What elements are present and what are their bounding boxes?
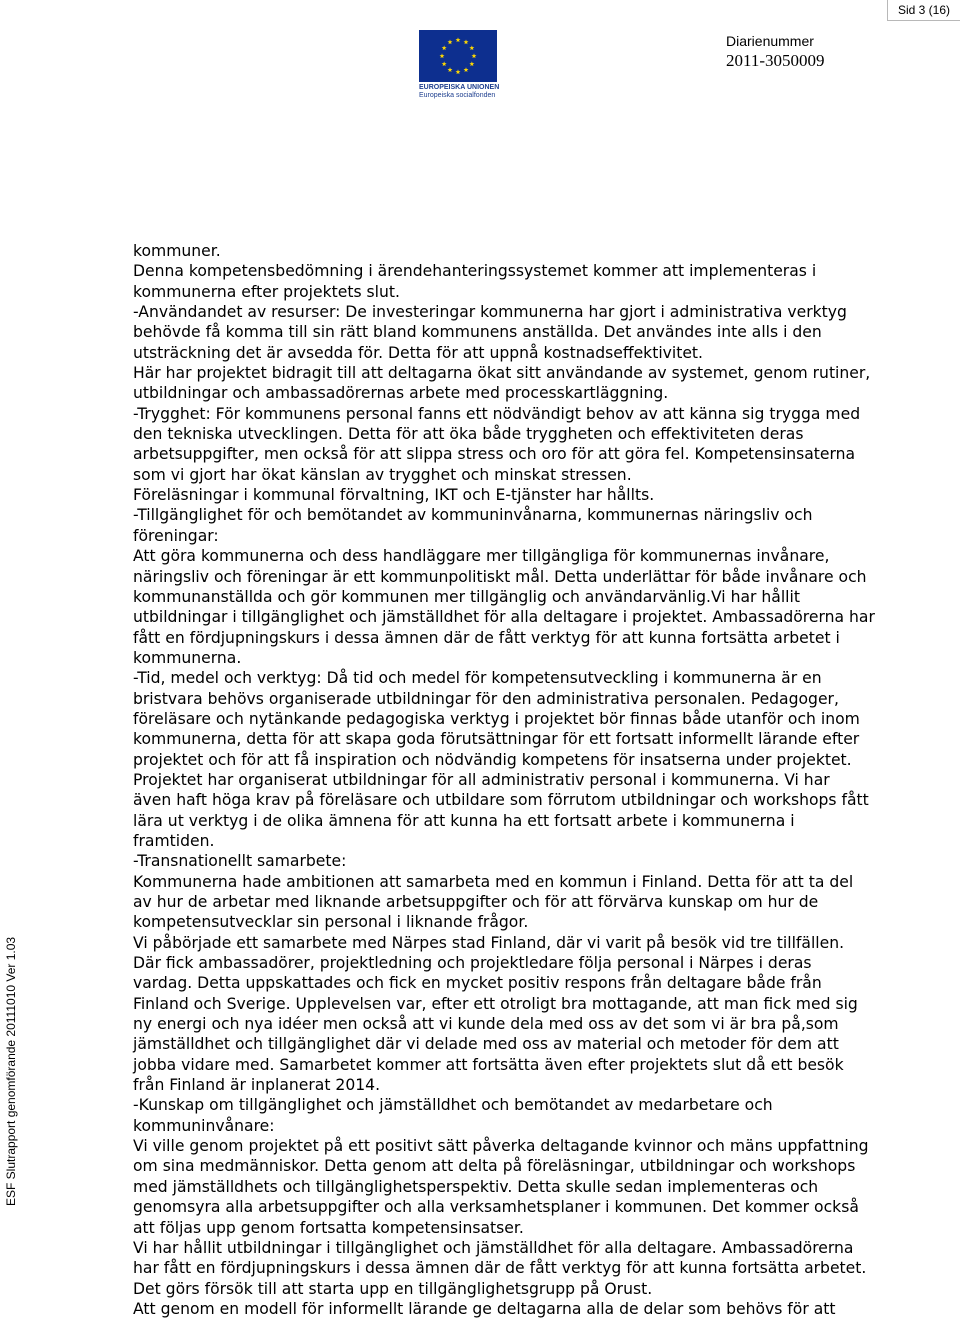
text-line: utbildningar i tillgänglighet och jämställdhet för alla deltagare i projektet. Ambassadörerna har — [133, 608, 875, 627]
page-number: Sid 3 (16) — [887, 0, 960, 21]
text-line: föreningar: — [133, 526, 219, 545]
text-line: även haft höga krav på föreläsare och utbildare som förrutom utbildningar och workshops fått — [133, 791, 869, 810]
text-line: Att genom en modell för informellt lärande ge deltagarna alla de delar som behövs för att — [133, 1299, 836, 1318]
eu-flag-icon — [419, 30, 497, 82]
text-line: utbildningar och ambassadörernas arbete med processkartläggning. — [133, 384, 669, 403]
text-line: arbetsuppgifter, men också för att slippa stress och oro för att göra fel. Kompetensinsaterna — [133, 445, 856, 464]
text-line: att följas upp genom fortsatta kompetensinsatser. — [133, 1218, 524, 1237]
text-line: från Finland är inplanerat 2014. — [133, 1076, 381, 1095]
text-line: jämställdhet och tillgänglighet där vi delade med oss av material och metoder för dem att — [133, 1035, 839, 1054]
text-line: -Kunskap om tillgänglighet och jämställdhet och bemötandet av medarbetare och — [133, 1096, 773, 1115]
text-line: föreläsare och nytänkande pedagogiska verktyg i projektet bör finnas både utanför och inom — [133, 709, 860, 728]
text-line: Vi påbörjade ett samarbete med Närpes stad Finland, där vi varit på besök vid tre tillfällen. — [133, 933, 845, 952]
text-line: kommunanställda och gör kommunen mer tillgänglig och användarvänlig.Vi har hållit — [133, 587, 800, 606]
text-line: Projektet har organiserat utbildningar för all administrativ personal i kommunerna. Vi har — [133, 770, 830, 789]
text-line: framtiden. — [133, 831, 215, 850]
text-line: jobba vidare med. Samarbetet kommer att fortsätta även efter projektets slut då ett besök — [133, 1055, 844, 1074]
text-line: projektet och för att få inspiration och nödvändig kompetens för insatserna under projektet. — [133, 750, 852, 769]
text-line: Finland och Sverige. Upplevelsen var, efter ett otroligt bra mottagande, att man fick med sig — [133, 994, 858, 1013]
logo-text-esf: Europeiska socialfonden — [419, 92, 496, 99]
text-line: lära ut verktyg i de olika ämnena för att kunna ha ett fortsatt arbete i kommunerna i — [133, 811, 795, 830]
text-line: med jämställdhets och tillgänglighetsperspektiv. Detta skulle sedan implementeras och — [133, 1177, 819, 1196]
text-line: Föreläsningar i kommunal förvaltning, IKT och E-tjänster har hållts. — [133, 486, 655, 505]
diary-number-label: Diarienummer — [726, 33, 814, 49]
text-line: -Tid, medel och verktyg: Då tid och medel för kompetensutveckling i kommunerna är en — [133, 669, 822, 688]
text-line: har fått en fördjupningskurs i dessa ämnen där de fått verktyg för att kunna fortsätta arbetet. — [133, 1259, 867, 1278]
text-line: utsträckning det är avsedda för. Detta för att uppnå kostnadseffektivitet. — [133, 343, 704, 362]
text-line: vardag. Detta uppskattades och fick en mycket positiv respons från deltagare både från — [133, 974, 822, 993]
diary-number-block — [726, 33, 825, 72]
text-line: kommuner. — [133, 242, 221, 260]
text-line: kompetensutvecklar sin personal i liknande frågor. — [133, 913, 529, 932]
text-line: -Trygghet: För kommunens personal fanns ett nödvändigt behov av att känna sig trygga med — [133, 404, 861, 423]
text-line: behövde få komma till sin rätt bland kommunens anställda. Det användes inte alls i den — [133, 323, 822, 342]
text-line: ny energi och nya idéer men också att vi kunde dela med oss av det som vi är bra på,som — [133, 1015, 839, 1034]
text-line: Att göra kommunerna och dess handläggare mer tillgängliga för kommunernas invånare, — [133, 547, 830, 566]
text-line: Denna kompetensbedömning i ärendehanteringssystemet kommer att implementeras i — [133, 262, 817, 281]
text-line: av hur de arbetar med liknande arbetsuppgifter och för att förvärva kunskap om hur de — [133, 893, 819, 911]
text-line: Där fick ambassadörer, projektledning och projektledare följa personal i Närpes i deras — [133, 954, 812, 973]
text-line: Det görs försök till att starta upp en tillgänglighetsgrupp på Orust. — [133, 1279, 653, 1298]
text-line: Vi ville genom projektet på ett positivt sätt påverka deltagande kvinnor och mäns uppfattning — [133, 1137, 869, 1156]
text-line: -Användandet av resurser: De investeringar kommunerna har gjort i administrativa verktyg — [133, 303, 847, 322]
text-line: som vi gjort har ökat känslan av trygghet och minskat stressen. — [133, 465, 632, 484]
text-line: -Tillgänglighet för och bemötandet av kommuninvånarna, kommunernas näringsliv och — [133, 506, 813, 525]
text-line: kommuninvånare: — [133, 1116, 275, 1135]
text-line: kommunerna. — [133, 648, 242, 667]
text-line: Här har projektet bidragit till att deltagarna ökat sitt användande av systemet, genom rutiner, — [133, 364, 871, 383]
text-line: fått en fördjupningskurs i dessa ämnen där de fått verktyg för att kunna fortsätta arbetet i — [133, 628, 840, 647]
text-line: om sina medmänniskor. Detta genom att delta på föreläsningar, utbildningar och workshops — [133, 1157, 856, 1176]
text-line: -Transnationellt samarbete: — [133, 852, 347, 871]
text-line: Vi har hållit utbildningar i tillgänglighet och jämställdhet för alla deltagare. Ambassadörerna — [133, 1238, 854, 1257]
diary-number-value: 2011-3050009 — [726, 51, 825, 70]
text-line: bristvara behövs organiserade utbildningar för den administrativa personalen. Pedagoger, — [133, 689, 839, 708]
document-version-label: ESF Slutrapport genomförande 20111010 Ver 1.03 — [4, 936, 18, 1206]
text-line: genomsyra alla arbetsuppgifter och alla verksamhetsplaner i kommunen. Det kommer också — [133, 1198, 859, 1217]
text-line: näringsliv och föreningar är ett kommunpolitiskt mål. Detta underlättar för både invånare och — [133, 567, 867, 586]
body-text — [133, 241, 948, 1319]
text-line: kommunerna efter projektets slut. — [133, 282, 400, 301]
logo-text-eu: EUROPEISKA UNIONEN — [419, 84, 500, 91]
text-line: kommunerna, detta för att skapa goda förutsättningar för ett fortsatt informellt lärande efter — [133, 730, 860, 749]
eu-social-fund-logo — [419, 30, 501, 102]
text-line: den tekniska utvecklingen. Detta för att öka både tryggheten och effektiviteten deras — [133, 425, 804, 444]
text-line: Kommunerna hade ambitionen att samarbeta med en kommun i Finland. Detta för att ta del — [133, 872, 854, 891]
